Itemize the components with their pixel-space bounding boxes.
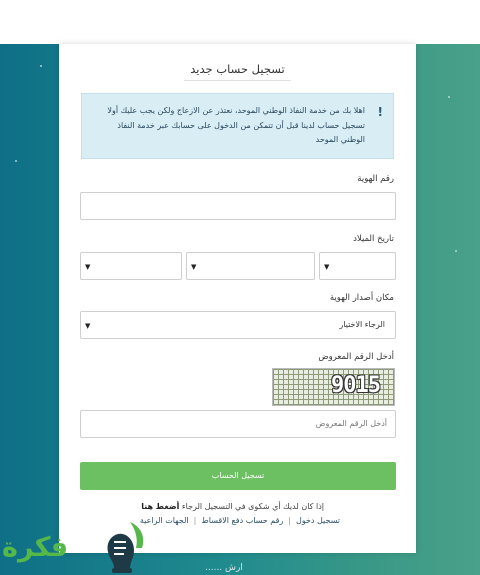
watermark-logo (0, 518, 160, 575)
captcha-placeholder: أدخل الرقم المعروض (315, 419, 387, 428)
issue-place-value: الرجاء الاختيار (339, 320, 385, 329)
footer-logo-text: ...... ارش (205, 563, 243, 573)
exclamation-icon: ! (377, 105, 383, 119)
dropdown-arrow-icon: ▼ (324, 263, 330, 271)
captcha-input[interactable] (80, 410, 396, 438)
login-link[interactable]: تسجيل دخول (296, 516, 340, 525)
id-number-label: رقم الهوية (357, 174, 394, 184)
captcha-image (272, 368, 395, 406)
dropdown-arrow-icon: ▼ (85, 322, 91, 330)
id-number-input[interactable] (80, 192, 396, 220)
background-speck (455, 250, 457, 252)
background-speck (40, 65, 42, 67)
birth-year-select[interactable] (80, 252, 182, 280)
birth-date-label: تاريخ الميلاد (353, 234, 394, 244)
complaint-link[interactable]: أضغط هنا (141, 502, 180, 511)
dropdown-arrow-icon: ▼ (85, 263, 91, 271)
background-speck (448, 96, 450, 98)
background-speck (15, 160, 17, 162)
issue-place-label: مكان أصدار الهوية (329, 293, 394, 303)
sponsors-link[interactable]: الجهات الراعية (139, 516, 189, 525)
birth-day-select[interactable] (319, 252, 396, 280)
complaint-hint: إذا كان لديك أي شكوى في التسجيل الرجاء أضغط هنا (141, 502, 324, 511)
notice-text: اهلا بك من خدمة النفاذ الوطني الموحد، نعتذر عن الازعاج ولكن يجب عليك أولا تسجيل حساب لدينا قبل أن تتمكن من الدخول على حسابك عبر خدمة النفاذ الوطني الموحد (107, 106, 365, 144)
page-title: تسجيل حساب جديد (59, 62, 416, 81)
register-button[interactable]: تسجيل الحساب (80, 462, 396, 490)
watermark-text: فكرة (2, 532, 69, 563)
top-band (0, 0, 480, 44)
captcha-code: 9015 (331, 373, 380, 398)
lamp-icon (100, 518, 156, 575)
birth-month-select[interactable] (186, 252, 315, 280)
installment-account-link[interactable]: رقم حساب دفع الاقساط (201, 516, 284, 525)
captcha-label: أدخل الرقم المعروض (318, 352, 394, 362)
link-separator: | (288, 516, 291, 525)
dropdown-arrow-icon: ▼ (191, 263, 197, 271)
footer-links (140, 516, 340, 525)
issue-place-select[interactable] (80, 311, 396, 339)
info-notice (81, 93, 394, 159)
registration-card (59, 44, 416, 553)
link-separator: | (193, 516, 197, 525)
